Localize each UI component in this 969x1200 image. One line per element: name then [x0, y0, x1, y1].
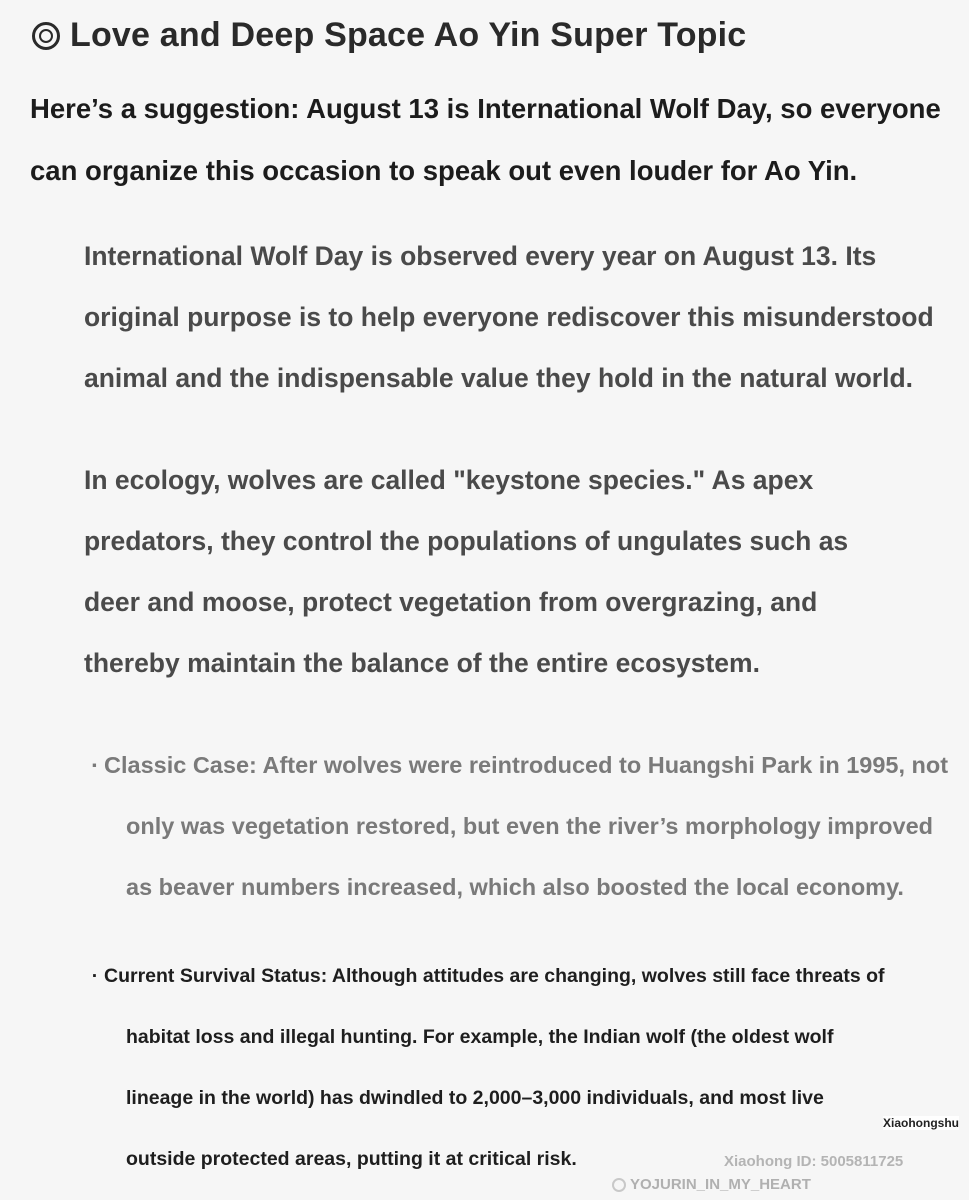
page-title-text: Love and Deep Space Ao Yin Super Topic — [70, 16, 747, 54]
paragraph-wolf-day — [84, 226, 964, 409]
watermark-username — [612, 1176, 811, 1193]
double-circle-icon — [32, 22, 60, 50]
paragraph-line: predators, they control the populations of ungulates such as — [84, 526, 849, 556]
bullet-line: habitat loss and illegal hunting. For example, the Indian wolf (the oldest wolf — [126, 1026, 834, 1048]
bullet-marker: · — [91, 752, 99, 778]
paragraph-ecology — [84, 450, 964, 694]
bullet-line: only was vegetation restored, but even the river’s morphology improved — [126, 813, 934, 839]
intro-line: can organize this occasion to speak out even louder for Ao Yin. — [30, 155, 858, 186]
paragraph-line: International Wolf Day is observed every year on August 13. Its — [84, 241, 877, 271]
intro-line: Here’s a suggestion: August 13 is International Wolf Day, so everyone — [30, 93, 941, 124]
paragraph-line: deer and moose, protect vegetation from overgrazing, and — [84, 587, 818, 617]
bullet-classic-case — [88, 735, 958, 918]
bullet-line: lineage in the world) has dwindled to 2,000–3,000 individuals, and most live — [126, 1087, 824, 1109]
bullet-line: Classic Case: After wolves were reintroduced to Huangshi Park in 1995, not — [104, 752, 949, 778]
bullet-line: as beaver numbers increased, which also boosted the local economy. — [126, 874, 904, 900]
watermark-id: Xiaohong ID: 5005811725 — [724, 1153, 904, 1170]
bullet-line: outside protected areas, putting it at critical risk. — [126, 1148, 577, 1170]
paragraph-line: original purpose is to help everyone rediscover this misunderstood — [84, 302, 934, 332]
watermark-username-text: YOJURIN_IN_MY_HEART — [630, 1176, 811, 1193]
page-title — [32, 16, 746, 55]
paragraph-line: animal and the indispensable value they hold in the natural world. — [84, 363, 914, 393]
paragraph-line: thereby maintain the balance of the entire ecosystem. — [84, 648, 760, 678]
bullet-line: Current Survival Status: Although attitudes are changing, wolves still face threats of — [104, 965, 885, 987]
intro-text — [30, 78, 965, 202]
watermark-brand: Xiaohongshu — [883, 1116, 959, 1130]
bullet-marker: · — [91, 965, 99, 987]
at-circle-icon — [612, 1178, 626, 1192]
paragraph-line: In ecology, wolves are called "keystone species." As apex — [84, 465, 814, 495]
